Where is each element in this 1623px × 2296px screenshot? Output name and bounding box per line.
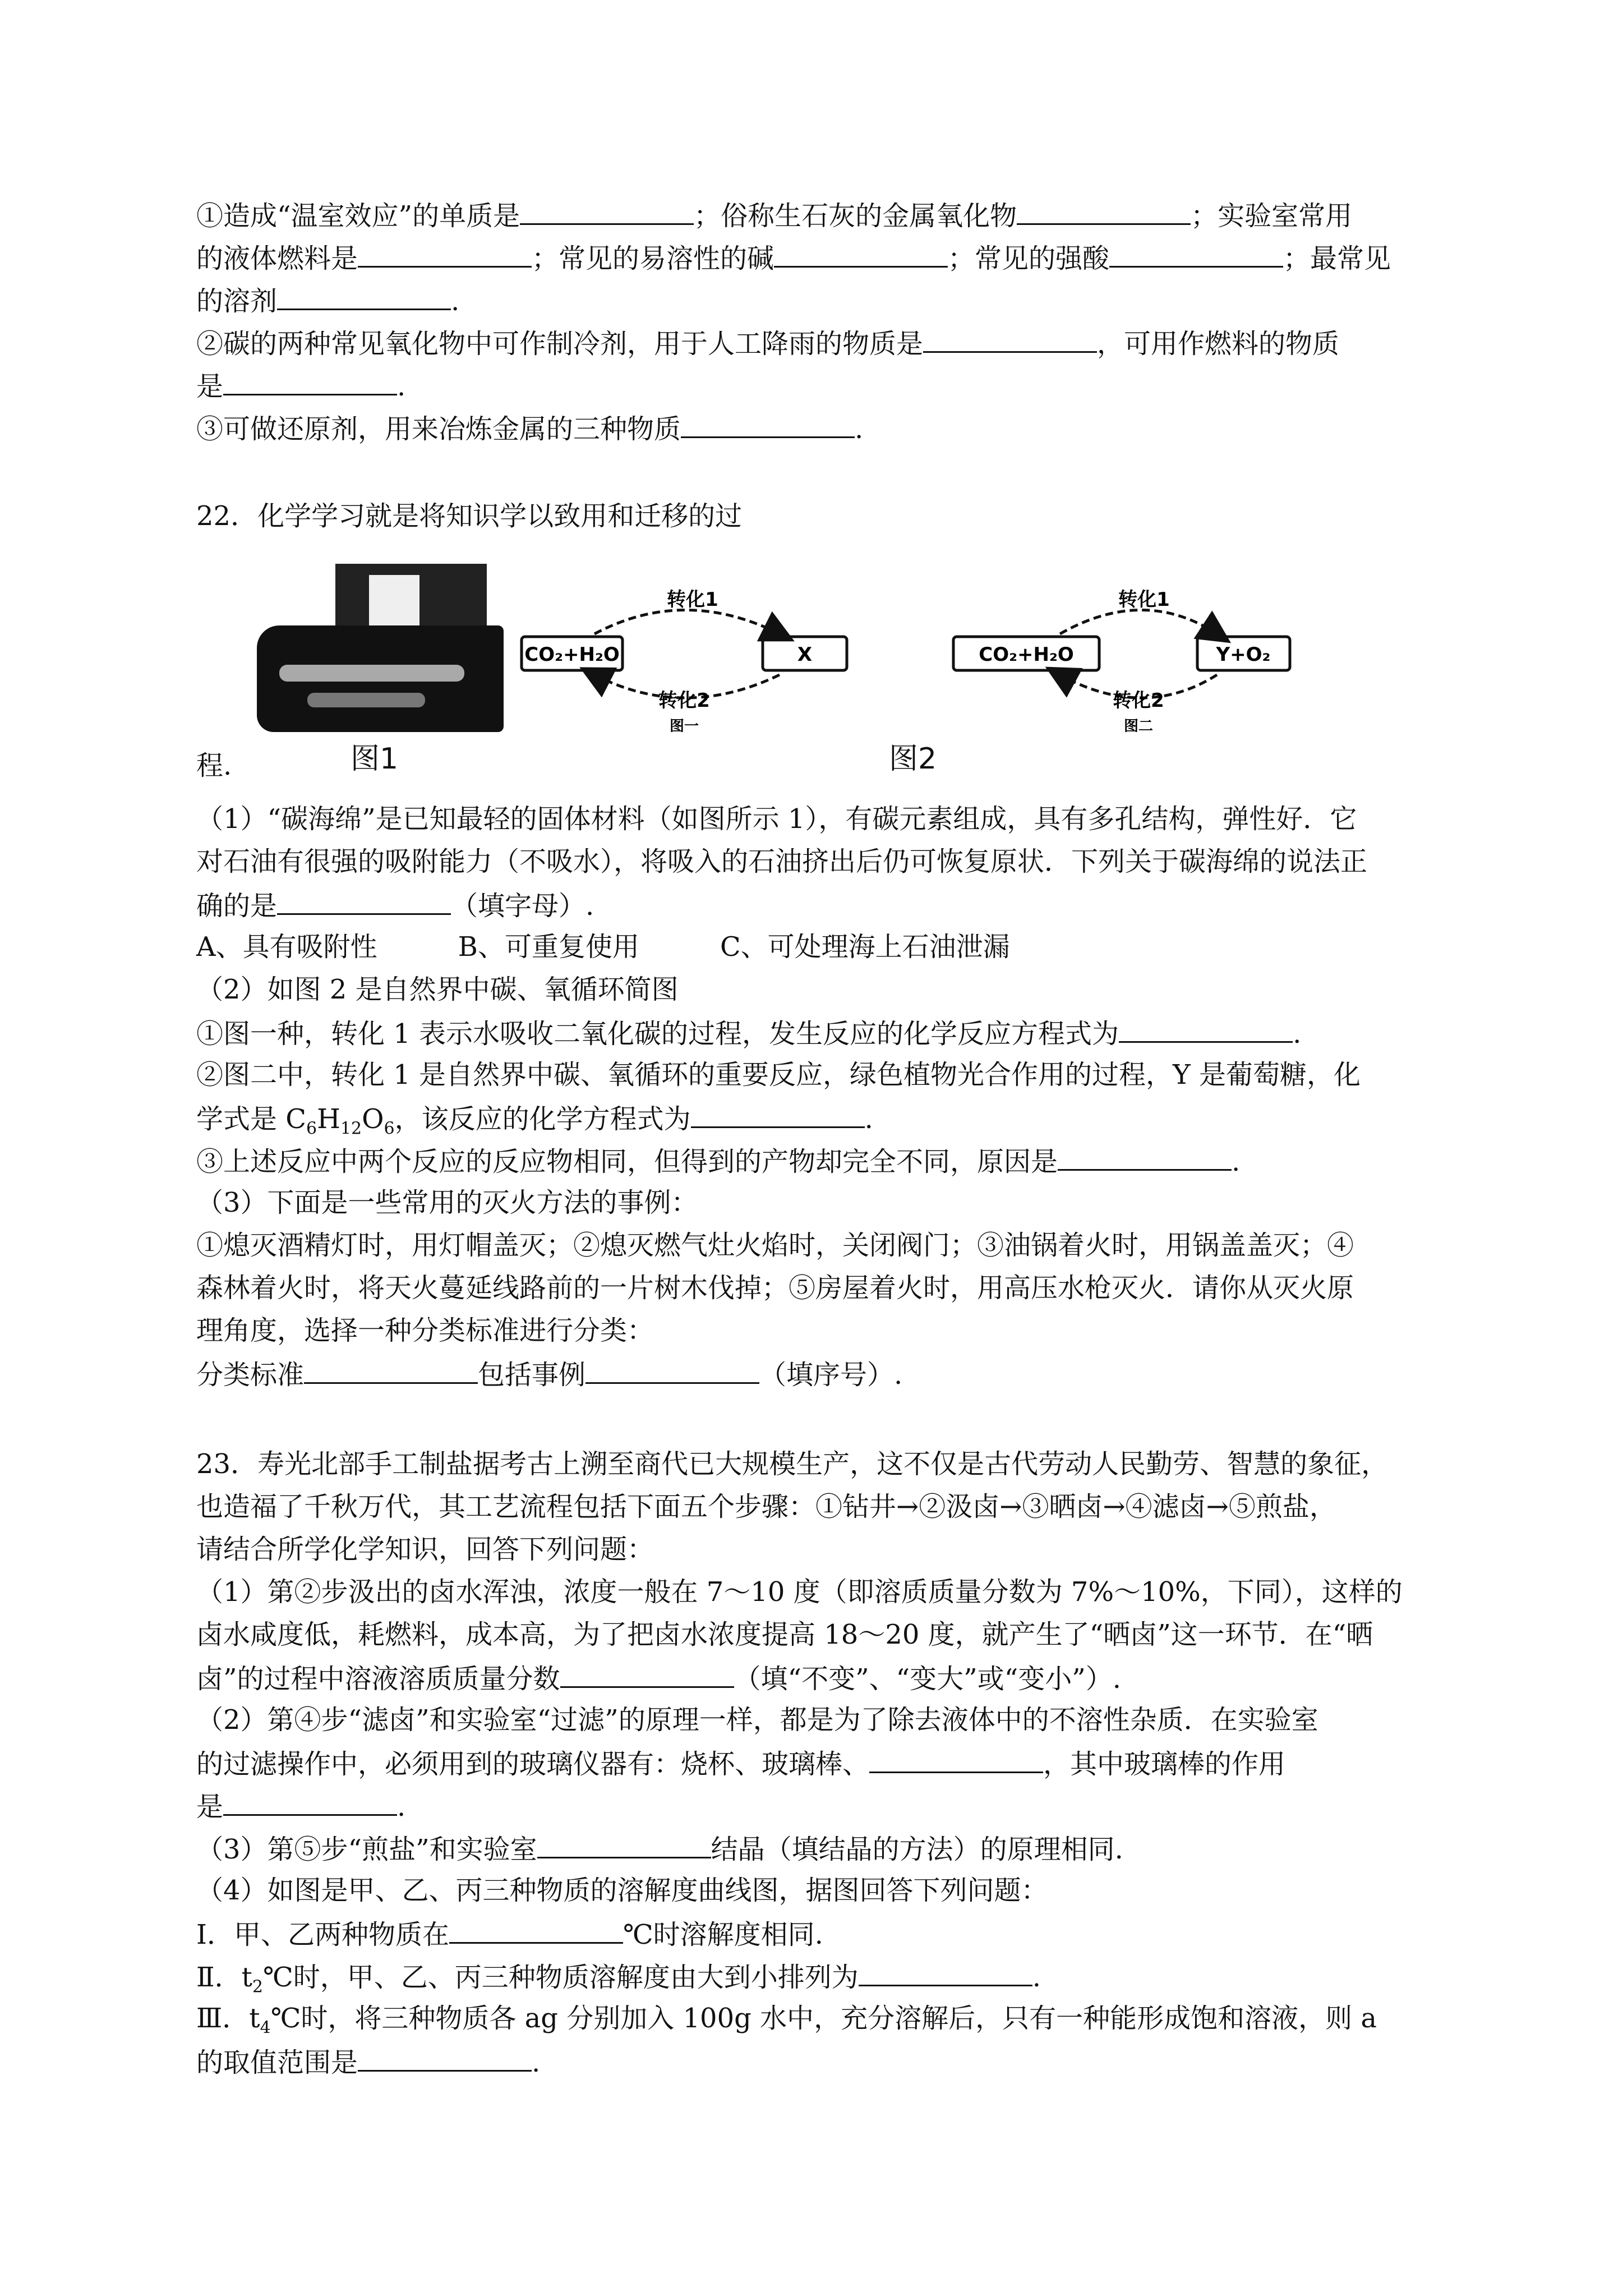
text: ；常见的强酸 bbox=[948, 243, 1110, 274]
q23-line-2: 也造福了千秋万代，其工艺流程包括下面五个步骤：①钻井→②汲卤→③晒卤→④滤卤→⑤煎盐， bbox=[196, 1491, 1336, 1522]
text: H bbox=[317, 1103, 340, 1135]
q22-p3-line-2: 森林着火时，将天火蔓延线路前的一片树木伐掉；⑤房屋着火时，用高压水枪灭火．请你从灭火原 bbox=[196, 1272, 1354, 1304]
answer-blank[interactable] bbox=[923, 325, 1097, 353]
text: ；实验室常用 bbox=[1191, 200, 1353, 232]
arrow-top bbox=[594, 610, 780, 634]
q22-options: A、具有吸附性 B、可重复使用 C、可处理海上石油泄漏 bbox=[196, 931, 1010, 963]
q23-p2-line-3 bbox=[196, 1788, 405, 1824]
text: . bbox=[1032, 1962, 1041, 1993]
diagram-label: CO₂+H₂O bbox=[524, 643, 620, 666]
text: . bbox=[855, 413, 864, 445]
answer-blank[interactable] bbox=[520, 197, 694, 225]
text: 结晶（填结晶的方法）的原理相同. bbox=[711, 1834, 1123, 1865]
subscript: 4 bbox=[260, 2018, 271, 2038]
diagram-label: 转化1 bbox=[667, 588, 718, 611]
q22-p2-i bbox=[196, 1015, 1301, 1051]
text: 是 bbox=[196, 371, 224, 402]
text: 的过滤操作中，必须用到的玻璃仪器有：烧杯、玻璃棒、 bbox=[196, 1749, 870, 1780]
text: Ⅲ．t bbox=[196, 2003, 260, 2034]
q21-line-5 bbox=[196, 368, 405, 403]
text: 分类标准 bbox=[196, 1359, 305, 1391]
diagram-label: X bbox=[797, 643, 813, 666]
answer-blank[interactable] bbox=[304, 1356, 478, 1384]
text: （填“不变”、“变大”或“变小”）. bbox=[734, 1663, 1122, 1695]
text: ①图一种，转化 1 表示水吸收二氧化碳的过程，发生反应的化学反应方程式为 bbox=[196, 1018, 1119, 1050]
text: ②碳的两种常见氧化物中可作制冷剂，用于人工降雨的物质是 bbox=[196, 328, 924, 360]
text: 的液体燃料是 bbox=[196, 243, 358, 274]
answer-blank[interactable] bbox=[223, 368, 397, 395]
answer-blank[interactable] bbox=[1109, 240, 1283, 268]
q22-p3-line-1: ①熄灭酒精灯时，用灯帽盖灭；②熄灭燃气灶火焰时，关闭阀门；③油锅着火时，用锅盖盖灭；④ bbox=[196, 1230, 1354, 1261]
q23-p4-ii bbox=[196, 1959, 1041, 2004]
text: . bbox=[451, 286, 460, 317]
text: 包括事例 bbox=[478, 1359, 586, 1391]
answer-blank[interactable] bbox=[449, 1916, 623, 1944]
text: ℃时溶解度相同. bbox=[623, 1919, 823, 1950]
q23-p2-line-2 bbox=[196, 1746, 1285, 1781]
q21-line-4 bbox=[196, 325, 1339, 361]
text: ③上述反应中两个反应的反应物相同，但得到的产物却完全不同，原因是 bbox=[196, 1146, 1058, 1177]
subscript: 2 bbox=[252, 1977, 264, 1997]
answer-blank[interactable] bbox=[277, 887, 451, 915]
text: ①造成“温室效应”的单质是 bbox=[196, 200, 520, 232]
text: （填字母）. bbox=[451, 890, 594, 922]
figure-1-caption: 图1 bbox=[351, 742, 399, 776]
text: Ⅰ．甲、乙两种物质在 bbox=[196, 1919, 449, 1950]
text: ③可做还原剂，用来冶炼金属的三种物质 bbox=[196, 413, 681, 445]
text: . bbox=[1232, 1146, 1241, 1177]
text: ；俗称生石灰的金属氧化物 bbox=[694, 200, 1017, 232]
q22-p2-iii bbox=[196, 1143, 1240, 1179]
answer-blank[interactable] bbox=[1017, 197, 1191, 225]
text: 的取值范围是 bbox=[196, 2047, 358, 2078]
q23-p4-iii bbox=[196, 2001, 1377, 2045]
diagram-label: 转化1 bbox=[1118, 588, 1170, 611]
diagram-label: Y+O₂ bbox=[1216, 643, 1271, 666]
text: 卤”的过程中溶液溶质质量分数 bbox=[196, 1663, 560, 1695]
text: ，可用作燃料的物质 bbox=[1097, 328, 1340, 360]
answer-blank[interactable] bbox=[358, 240, 532, 268]
q22-p1-line-3 bbox=[196, 887, 594, 923]
figure-2-caption: 图2 bbox=[889, 742, 937, 776]
answer-blank[interactable] bbox=[277, 283, 451, 310]
q22-p3: （3）下面是一些常用的灭火方法的事例： bbox=[196, 1187, 698, 1218]
answer-blank[interactable] bbox=[560, 1660, 734, 1688]
q21-line-2 bbox=[196, 240, 1391, 275]
diagram-label: 转化2 bbox=[658, 689, 710, 712]
subscript: 6 bbox=[306, 1119, 317, 1139]
diagram-label: 转化2 bbox=[1113, 689, 1164, 712]
text: ；最常见 bbox=[1283, 243, 1391, 274]
text: . bbox=[1293, 1018, 1302, 1050]
answer-blank[interactable] bbox=[1058, 1143, 1232, 1171]
q21-line-6 bbox=[196, 411, 863, 446]
q23-line-1: 23．寿光北部手工制盐据考古上溯至商代已大规模生产，这不仅是古代劳动人民勤劳、智慧的象征， bbox=[196, 1448, 1389, 1480]
answer-blank[interactable] bbox=[1119, 1015, 1293, 1043]
text: 的溶剂 bbox=[196, 286, 278, 317]
answer-blank[interactable] bbox=[869, 1746, 1043, 1773]
q22-p3-line-4 bbox=[196, 1356, 902, 1392]
answer-blank[interactable] bbox=[681, 411, 855, 438]
q22-p3-line-3: 理角度，选择一种分类标准进行分类： bbox=[196, 1315, 654, 1346]
q21-line-1 bbox=[196, 197, 1352, 233]
text: ℃时，将三种物质各 ag 分别加入 100g 水中，充分溶解后，只有一种能形成饱和溶液，则 a bbox=[270, 2003, 1377, 2034]
diagram-name: 图二 bbox=[1123, 718, 1154, 732]
q22-intro-end: 程. bbox=[196, 750, 232, 781]
text: （填序号）. bbox=[759, 1359, 903, 1391]
q23-p1-line-2: 卤水咸度低，耗燃料，成本高，为了把卤水浓度提高 18～20 度，就产生了“晒卤”这一环节．在“晒 bbox=[196, 1619, 1373, 1650]
text: （3）第⑤步“煎盐”和实验室 bbox=[196, 1834, 537, 1865]
q23-p4-i bbox=[196, 1916, 823, 1952]
carbon-cycle-diagram-2 bbox=[948, 581, 1295, 732]
q22-p2: （2）如图 2 是自然界中碳、氧循环简图 bbox=[196, 974, 679, 1005]
subscript: 12 bbox=[340, 1119, 362, 1139]
text: ℃时，甲、乙、丙三种物质溶解度由大到小排列为 bbox=[263, 1962, 859, 1993]
q23-p3 bbox=[196, 1831, 1123, 1866]
answer-blank[interactable] bbox=[859, 1959, 1032, 1986]
text: ，其中玻璃棒的作用 bbox=[1043, 1749, 1286, 1780]
q22-p1-line-1: （1）“碳海绵”是已知最轻的固体材料（如图所示 1），有碳元素组成，具有多孔结构，弹性好．它 bbox=[196, 803, 1357, 835]
answer-blank[interactable] bbox=[774, 240, 948, 268]
q22-p2-ii-line-1: ②图二中，转化 1 是自然界中碳、氧循环的重要反应，绿色植物光合作用的过程，Y 是葡萄糖，化 bbox=[196, 1059, 1361, 1091]
diagram-name: 图一 bbox=[669, 718, 699, 732]
text: ；常见的易溶性的碱 bbox=[532, 243, 774, 274]
answer-blank[interactable] bbox=[358, 2044, 532, 2072]
answer-blank[interactable] bbox=[537, 1831, 711, 1858]
q23-line-3: 请结合所学化学知识，回答下列问题： bbox=[196, 1534, 654, 1565]
answer-blank[interactable] bbox=[223, 1788, 397, 1816]
subscript: 6 bbox=[384, 1119, 395, 1139]
text: 确的是 bbox=[196, 890, 278, 922]
text: 学式是 C bbox=[196, 1103, 306, 1135]
q21-line-3 bbox=[196, 283, 459, 318]
text: . bbox=[864, 1103, 873, 1135]
q22-p2-ii-line-2 bbox=[196, 1101, 873, 1146]
arrow-top bbox=[1060, 610, 1217, 634]
text: 是 bbox=[196, 1791, 224, 1823]
q22-intro: 22．化学学习就是将知识学以致用和迁移的过 bbox=[196, 500, 743, 532]
carbon-cycle-diagram-1 bbox=[516, 581, 864, 732]
text: . bbox=[397, 371, 406, 402]
diagram-label: CO₂+H₂O bbox=[979, 643, 1074, 666]
text: Ⅱ．t bbox=[196, 1962, 252, 1993]
carbon-sponge-photo bbox=[257, 564, 504, 732]
text: ，该反应的化学方程式为 bbox=[394, 1103, 691, 1135]
q23-p1-line-3 bbox=[196, 1660, 1121, 1696]
text: O bbox=[362, 1103, 384, 1135]
text: . bbox=[397, 1791, 406, 1823]
q23-p1-line-1: （1）第②步汲出的卤水浑浊，浓度一般在 7～10 度（即溶质质量分数为 7%～10%，下同），这样的 bbox=[196, 1576, 1403, 1608]
q23-p4: （4）如图是甲、乙、丙三种物质的溶解度曲线图，据图回答下列问题： bbox=[196, 1875, 1048, 1906]
q23-p2-line-1: （2）第④步“滤卤”和实验室“过滤”的原理一样，都是为了除去液体中的不溶性杂质．在实验室 bbox=[196, 1704, 1318, 1736]
q22-p1-line-2: 对石油有很强的吸附能力（不吸水），将吸入的石油挤出后仍可恢复原状．下列关于碳海绵的说法正 bbox=[196, 846, 1368, 877]
q23-p4-iv bbox=[196, 2044, 540, 2079]
answer-blank[interactable] bbox=[585, 1356, 759, 1384]
answer-blank[interactable] bbox=[691, 1101, 865, 1128]
text: . bbox=[532, 2047, 541, 2078]
